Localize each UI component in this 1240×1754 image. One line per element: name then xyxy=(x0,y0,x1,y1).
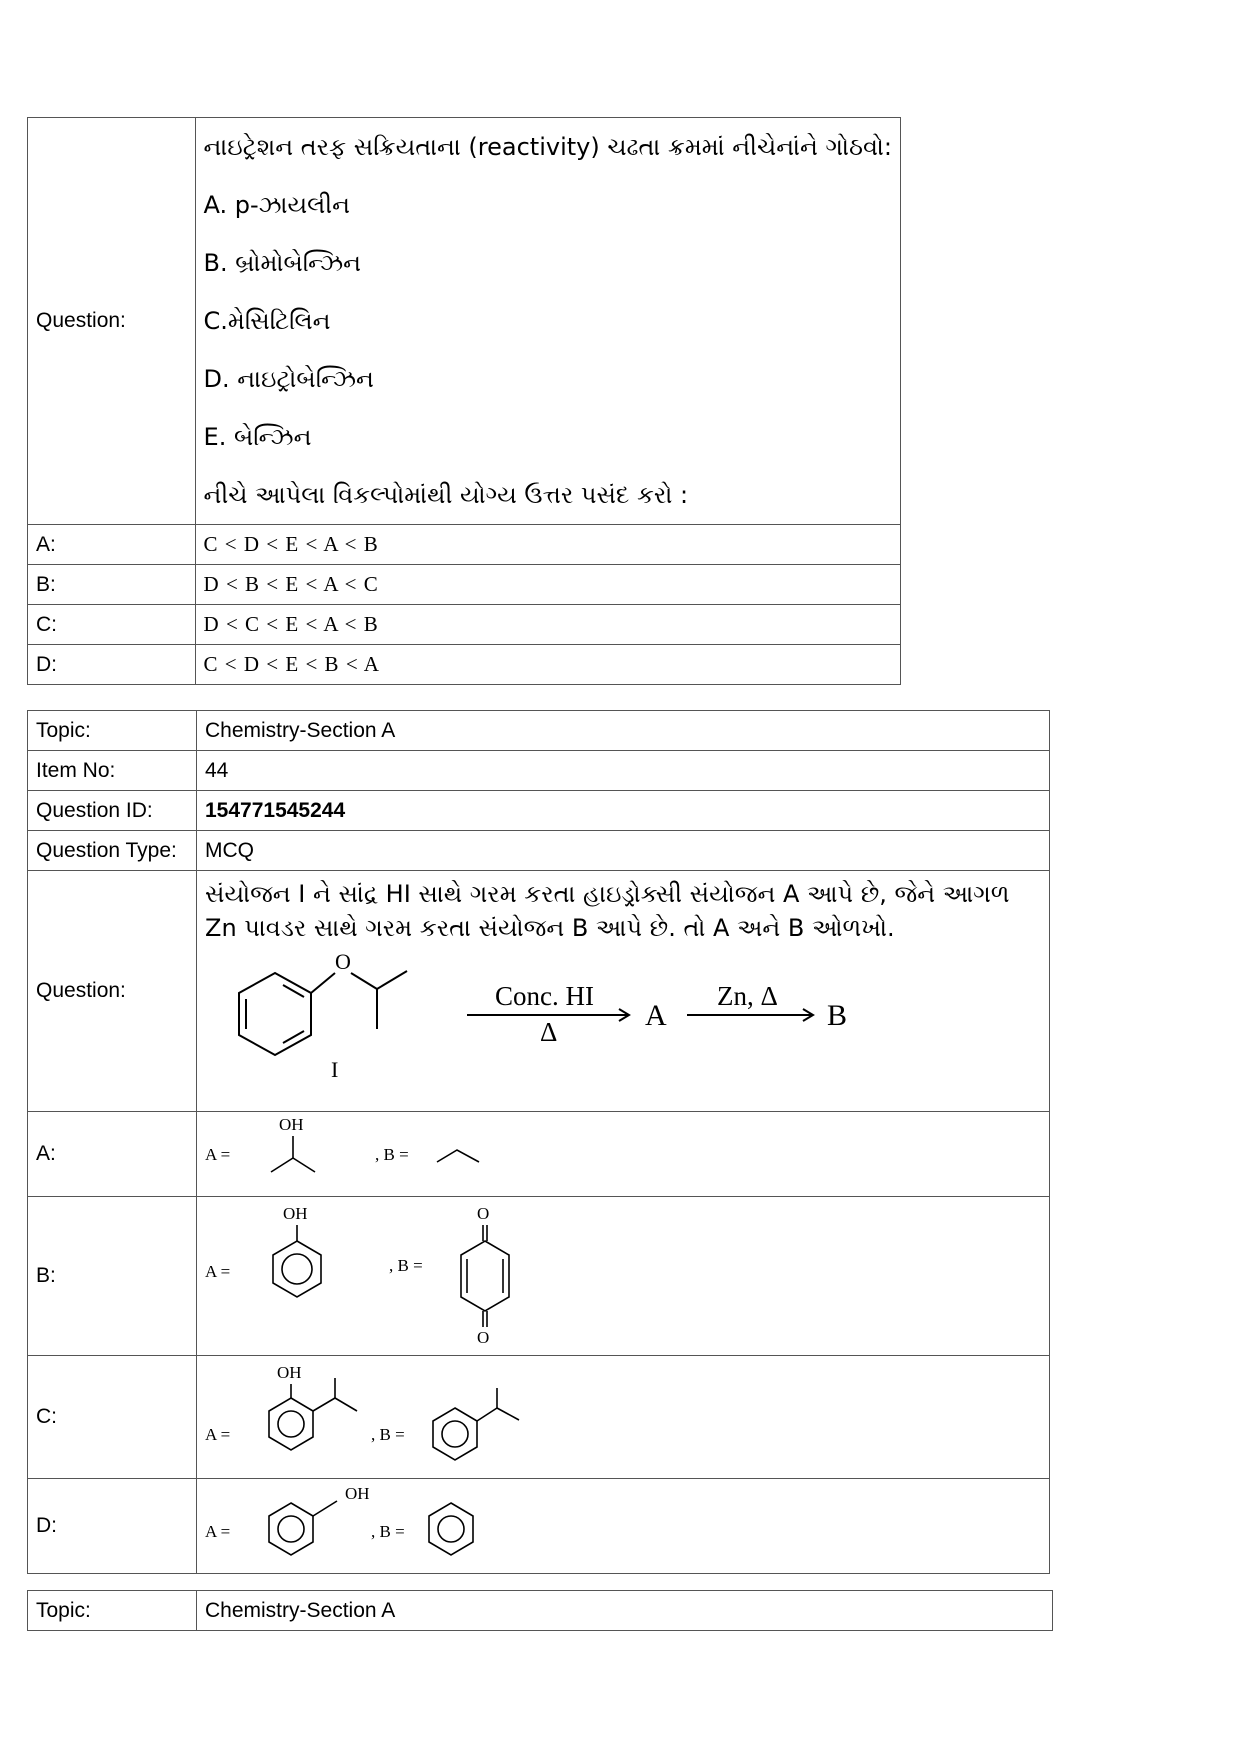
option-row-c xyxy=(28,605,901,645)
question-type-value: MCQ xyxy=(197,831,1050,871)
compound-label: I xyxy=(331,1057,339,1082)
oh-label: OH xyxy=(279,1115,304,1134)
topic-value: Chemistry-Section A xyxy=(197,1591,1053,1631)
o-label: O xyxy=(477,1204,490,1223)
question-id-row xyxy=(28,791,1050,831)
option-structures xyxy=(197,1356,1050,1479)
question-id-value: 154771545244 xyxy=(197,791,1050,831)
a-prefix: A = xyxy=(205,1262,231,1281)
option-value: D < C < E < A < B xyxy=(195,605,900,645)
option-value: D < B < E < A < C xyxy=(195,565,900,605)
option-d-structures xyxy=(197,1479,597,1567)
option-label: B: xyxy=(28,1197,197,1356)
question-label: Question: xyxy=(28,871,197,1112)
question-id-label: Question ID: xyxy=(28,791,197,831)
question-item-d: D. નાઇટ્રોબેન્ઝિન xyxy=(203,365,374,393)
option-label: A: xyxy=(28,525,196,565)
option-row-a xyxy=(28,1112,1050,1197)
option-row-a xyxy=(28,525,901,565)
reagent-2: Zn, Δ xyxy=(717,981,778,1011)
question-row xyxy=(28,118,901,525)
question-item-a: A. p-ઝાયલીન xyxy=(203,191,350,219)
propane-structure xyxy=(437,1150,479,1162)
product-b: B xyxy=(827,999,848,1032)
option-row-d xyxy=(28,1479,1050,1574)
option-row-b xyxy=(28,1197,1050,1356)
phenol-structure xyxy=(273,1225,321,1297)
question-item-e: E. બેન્ઝિન xyxy=(203,423,312,451)
o-label-bottom: O xyxy=(477,1328,490,1347)
a-prefix: A = xyxy=(205,1522,231,1541)
option-row-c xyxy=(28,1356,1050,1479)
option-row-b xyxy=(28,565,901,605)
a-prefix: A = xyxy=(205,1425,231,1444)
option-row-d xyxy=(28,645,901,685)
quinone-structure xyxy=(461,1225,509,1327)
question-stem: નાઇટ્રેશન તરફ સક્રિયતાના (reactivity) ચઢતા ક્રમમાં નીચેનાંને ગોઠવો: xyxy=(203,133,892,161)
condition-1: Δ xyxy=(540,1017,558,1047)
benzene-structure xyxy=(429,1503,473,1555)
option-structures xyxy=(197,1479,1050,1574)
topic-row xyxy=(28,711,1050,751)
product-a: A xyxy=(645,999,667,1032)
b-prefix: , B = xyxy=(371,1522,405,1541)
cumene-structure xyxy=(433,1388,519,1460)
reagent-1: Conc. HI xyxy=(495,981,594,1011)
oxygen-atom: O xyxy=(335,949,351,974)
option-label: C: xyxy=(28,605,196,645)
benzene-ring-diagram xyxy=(239,971,407,1055)
option-structures xyxy=(197,1197,1050,1356)
option-value: C < D < E < B < A xyxy=(195,645,900,685)
question-type-label: Question Type: xyxy=(28,831,197,871)
reaction-scheme xyxy=(205,945,965,1085)
question-type-row xyxy=(28,831,1050,871)
b-prefix: , B = xyxy=(389,1256,423,1275)
option-b-structures xyxy=(197,1197,597,1349)
phenol-structure xyxy=(269,1501,337,1555)
oh-label: OH xyxy=(277,1363,302,1382)
isopropanol-structure xyxy=(271,1136,315,1172)
question-table-3 xyxy=(27,1590,1053,1631)
option-c-structures xyxy=(197,1356,597,1472)
question-table-2 xyxy=(27,710,1050,1574)
question-body xyxy=(197,871,1050,1112)
question-instruction: નીચે આપેલા વિકલ્પોમાંથી યોગ્ય ઉત્તર પસંદ કરો : xyxy=(203,481,689,509)
question-row xyxy=(28,871,1050,1112)
item-no-label: Item No: xyxy=(28,751,197,791)
question-label: Question: xyxy=(28,118,196,525)
oh-label: OH xyxy=(283,1204,308,1223)
question-body xyxy=(195,118,900,525)
option-label: C: xyxy=(28,1356,197,1479)
item-no-value: 44 xyxy=(197,751,1050,791)
option-label: A: xyxy=(28,1112,197,1197)
question-item-b: B. બ્રોમોબેન્ઝિન xyxy=(203,249,361,277)
b-prefix: , B = xyxy=(375,1145,409,1164)
option-a-structures xyxy=(197,1112,597,1190)
option-label: D: xyxy=(28,645,196,685)
question-item-c: C.મેસિટિલિન xyxy=(203,307,331,335)
topic-label: Topic: xyxy=(28,1591,197,1631)
question-table-1 xyxy=(27,117,901,685)
isopropylphenol-structure xyxy=(269,1378,357,1450)
item-no-row xyxy=(28,751,1050,791)
option-structures xyxy=(197,1112,1050,1197)
topic-label: Topic: xyxy=(28,711,197,751)
option-value: C < D < E < A < B xyxy=(195,525,900,565)
option-label: B: xyxy=(28,565,196,605)
option-label: D: xyxy=(28,1479,197,1574)
topic-value: Chemistry-Section A xyxy=(197,711,1050,751)
topic-row xyxy=(28,1591,1053,1631)
question-stem: સંયોજન I ને સાંદ્ર HI સાથે ગરમ કરતા હાઇડ્રોક્સી સંયોજન A આપે છે, જેને આગળ Zn પાવડર સાથે ગરમ કરતા સંયોજન B આપે છે. તો A અને B ઓળખો. xyxy=(205,880,1010,942)
b-prefix: , B = xyxy=(371,1425,405,1444)
oh-label: OH xyxy=(345,1484,370,1503)
a-prefix: A = xyxy=(205,1145,231,1164)
